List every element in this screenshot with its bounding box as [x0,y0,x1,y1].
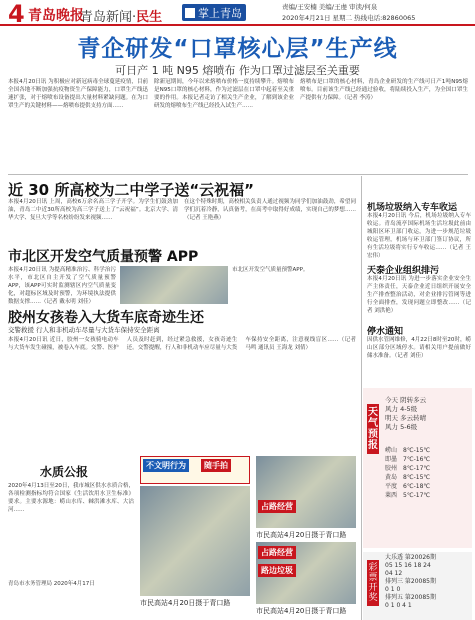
jiaozhou-headline: 胶州女孩卷入大货车底奇迹生还 [8,310,204,326]
divider [8,174,468,175]
lottery-results: 大乐透 第20026期 05 15 16 18 24 04 12 排列三 第20085期 0 1 0 排列五 第20085期 0 1 0 4 1 [385,554,436,609]
lead-headline: 青企研发“口罩核心层”生产线 [77,36,398,62]
weather-wind: 今天 阴转多云 风力 4-5级 明天 多云转晴 风力 5-6级 [385,396,427,431]
jiaozhou-body: 本报4月20日讯 近日，胶州一女孩骑电动车与大货车发生碰撞，被卷入车底。交警、医护人员及时赶到，经过紧急救援，女孩奇迹生还。交警提醒，行人和非机动车应尽量与大货车保持安全距离，注意视线盲区……（记者 马鸣 通讯员 王海龙 刘倩） [8,337,356,351]
ad-photo-left [140,486,250,596]
schools-body-a: 本报4月20日讯 上周，高校6万余名高三学子开学。为学生们鼓劲加油，青岛二中近30所高校为高三学子送上了“云祝福”。北京大学、清华大学、复旦大学等名校纷纷发来视频…… [8,199,178,221]
cyber-photo [120,266,228,304]
schools-body-b: 在这个特殊时期，高校相关负责人通过视频为同学们加油鼓劲，希望同学们沉着冷静，认真备考，在高考中取得好成绩，实现自己的梦想……（记者 王艳燕） [184,199,356,221]
airport-headline: 机场垃圾纳入专车收运 [367,203,458,213]
notice-footer: 青岛市水务管理局 2020年4月17日 [8,581,95,587]
cyber-headline: 市北区开发空气质量预警 APP [8,249,199,265]
ad-tag-bottom-2: 路边垃圾 [258,564,296,577]
lead-body-col3: 熔喷布是口罩的核心材料，青岛企业研发的生产线可日产1吨N95熔喷布。目前该生产线已经通过验收，将陆续投入生产，为全国口罩生产提供有力保障。（记者 李涛） [300,79,468,101]
newspaper-logo: 青岛晚报 [28,8,84,24]
column-divider [361,176,362,620]
ad-tag-mid: 占路经营 [258,500,296,513]
ad-photo-bottom [256,542,356,604]
weather-city-row: 莱西 5℃-17℃ [385,492,431,499]
weather-title: 天气预报 [367,404,379,454]
notice-headline: 水质公报 [40,465,89,479]
weather-city-row: 胶州 8℃-17℃ [385,465,431,472]
lead-body-col2: 除新冠期间，今年以来熔喷布价格一度持续攀升。熔喷布是N95口罩的核心材料，作为过滤层在口罩中起着至关重要的作用。本报记者走访了相关生产企业，了解到该企业研发的熔喷布生产线已经投入试生产…… [154,79,294,109]
lottery-title: 彩票开奖 [367,560,379,606]
editors-line: 责编/王安楠 美编/王虔 审读/何泉 2020年4月21日 星期二 热线电话:82860065 [282,3,416,22]
ad-banner-left [140,456,250,484]
lead-body-col1: 本报4月20日讯 为积极应对新冠病毒全球蔓延疫情，目前全国各地不断加强抗疫物资生产保障能力，口罩生产线迅速扩张，对于熔喷布设备提出大量材料紧缺问题。在为口罩生产的关键材料——熔喷布提供支持方面…… [8,79,148,109]
lead-subhead: 可日产 1 吨 N95 熔喷布 作为口罩过滤层至关重要 [115,64,360,77]
jiaozhou-subhead: 交警救援 行人和非机动车尽量与大货车保持安全距离 [8,326,160,334]
safety-body: 本报4月20日讯 为进一步落实企业安全生产主体责任，天泰企业近日组织开展安全生产排查整治活动，对企业排污管网等进行全面排查，发现问题立即整改……（记者 刘洪艳） [367,276,471,314]
cyber-body: 本报4月20日讯 为提高精准治污、科学治污水平，市北区自主开发了空气质量预警APP，该APP可实时监测辖区内空气质量变化，对超标区域及时预警，为环境执法提供数据支撑……（记者 戴永明 刘佳） [8,267,116,304]
page-number: 4 [8,0,25,28]
weather-city-row: 黄岛 8℃-15℃ [385,474,431,481]
ad-caption-bottom: 市民高站4月20日摄于青口路 [256,607,347,615]
water-headline: 停水通知 [367,327,404,337]
weather-city-row: 崂山 8℃-15℃ [385,447,431,454]
ad-caption-mid: 市民高站4月20日摄于青口路 [256,531,347,539]
ad-tag-2: 随手拍 [201,459,231,472]
safety-headline: 天泰企业组织排污 [367,266,440,276]
ad-tag-bottom: 占路经营 [258,546,296,559]
weather-city-row: 即墨 7℃-16℃ [385,456,431,463]
section-name: 青岛新闻·民生 [80,10,163,25]
water-body: 因供水管网维修，4月22日8时至20时，崂山区部分区域停水。请相关用户提前做好储水准备。（记者 刘佳） [367,337,471,359]
ad-tag: 不文明行为 [143,459,189,472]
weather-city-list [385,446,430,500]
airport-body: 本报4月20日讯 今后，机场垃圾纳入专车收运。青岛流亭国际机场生活垃圾此前由城阳区环卫部门收运，为进一步规范垃圾收运管理，机场与环卫部门签订协议，所有生活垃圾将实行专车收运……（记者 王宏伟） [367,213,471,259]
cyber-caption: 市北区开发空气质量预警APP。 [232,267,309,273]
notice-body: 2020年4月13日至20日，我市城区供水水质合格，各项检测指标均符合国家《生活饮用水卫生标准》要求。主要水源地：崂山水库、棘洪滩水库、大沽河…… [8,483,134,513]
schools-headline: 近 30 所高校为二中学子送“云祝福” [8,181,255,199]
weather-city-row: 平度 6℃-18℃ [385,483,431,490]
app-logo: 掌上青岛 [182,4,246,21]
ad-photo-mid [256,456,356,528]
qr-icon [185,8,195,18]
ad-caption-left: 市民高站4月20日摄于青口路 [140,599,231,607]
